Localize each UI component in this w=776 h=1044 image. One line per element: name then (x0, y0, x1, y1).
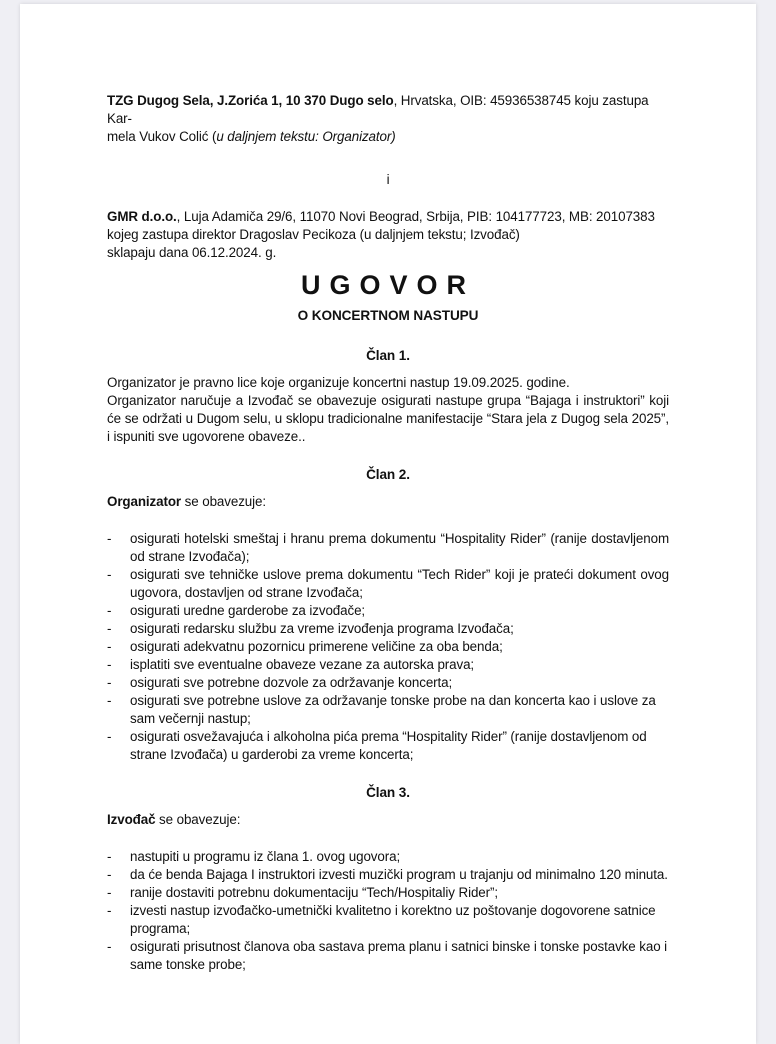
article-3-list (107, 848, 669, 974)
party2-representative: kojeg zastupa direktor Dragoslav Pecikoza (u daljnjem tekstu; Izvođač) (107, 227, 520, 242)
article-2-intro-party: Organizator (107, 494, 182, 509)
party1-name: TZG Dugog Sela, J.Zorića 1, 10 370 Dugo selo (107, 93, 394, 108)
article-2-heading: Član 2. (366, 467, 410, 482)
party1-details: , Hrvatska, OIB: 45936538745 koju zastupa Kar- (107, 93, 649, 126)
conjunction: i (386, 172, 390, 187)
list-item: - osigurati osvežavajuća i alkoholna pića prema “Hospitality Rider” (ranije dostavljenom od strane Izvođača) u garderobi za vreme koncerta; (107, 728, 669, 764)
list-item: - osigurati sve potrebne dozvole za održavanje koncerta; (107, 674, 669, 692)
article-1-paragraph-2: Organizator naručuje a Izvođač se obavezuje osigurati nastupe grupa “Bajaga i instruktori” koji će se održati u Dugom selu, u sklopu tradicionalne manifestacije “Stara jela z Dugog sela 2025”, i ispuniti sve ugovorene obaveze.. (107, 393, 669, 444)
article-2-list (107, 530, 669, 764)
list-item: - osigurati redarsku službu za vreme izvođenja programa Izvođača; (107, 620, 669, 638)
list-item: - osigurati uredne garderobe za izvođače; (107, 602, 669, 620)
document-title: UGOVOR (300, 270, 475, 300)
contract-date: sklapaju dana 06.12.2024. g. (107, 245, 277, 260)
party1-details-cont: mela Vukov Colić ( (107, 129, 217, 144)
list-item: - osigurati sve tehničke uslove prema dokumentu “Tech Rider” koji je prateći dokument ovog ugovora, dostavljen od strane Izvođača; (107, 566, 669, 602)
list-item: - nastupiti u programu iz člana 1. ovog ugovora; (107, 848, 669, 866)
article-2-intro (107, 493, 669, 511)
article-1-paragraph-1: Organizator je pravno lice koje organizuje koncertni nastup 19.09.2025. godine. (107, 375, 570, 390)
list-item: - ranije dostaviti potrebnu dokumentaciju “Tech/Hospitaliy Rider”; (107, 884, 669, 902)
list-item: - osigurati sve potrebne uslove za održavanje tonske probe na dan koncerta kao i uslove za sam večernji nastup; (107, 692, 669, 728)
party1-paragraph (107, 92, 669, 146)
list-item: - isplatiti sve eventualne obaveze vezane za autorska prava; (107, 656, 669, 674)
article-3-intro-party: Izvođač (107, 812, 156, 827)
list-item: - izvesti nastup izvođačko-umetnički kvalitetno i korektno uz poštovanje dogovorene satnice programa; (107, 902, 669, 938)
article-3-intro-text: se obavezuje: (155, 812, 241, 827)
party1-role: u daljnjem tekstu: Organizator) (216, 129, 396, 144)
document-page (20, 4, 756, 1044)
article-2-intro-text: se obavezuje: (181, 494, 266, 509)
list-item: - osigurati prisutnost članova oba sastava prema planu i satnici binske i tonske postavke kao i same tonske probe; (107, 938, 669, 974)
article-3-heading: Član 3. (366, 785, 410, 800)
party2-name: GMR d.o.o. (107, 209, 177, 224)
list-item: - da će benda Bajaga I instruktori izvesti muzički program u trajanju od minimalno 120 minuta. (107, 866, 669, 884)
article-3-intro (107, 811, 669, 829)
party2-paragraph (107, 208, 669, 262)
document-subtitle: O KONCERTNOM NASTUPU (297, 308, 479, 323)
party2-details: , Luja Adamiča 29/6, 11070 Novi Beograd, Srbija, PIB: 104177723, MB: 20107383 (176, 209, 655, 224)
article-1-heading: Član 1. (366, 348, 410, 363)
document-content (107, 92, 669, 974)
list-item: - osigurati adekvatnu pozornicu primerene veličine za oba benda; (107, 638, 669, 656)
list-item: - osigurati hotelski smeštaj i hranu prema dokumentu “Hospitality Rider” (ranije dostavljenom od strane Izvođača); (107, 530, 669, 566)
